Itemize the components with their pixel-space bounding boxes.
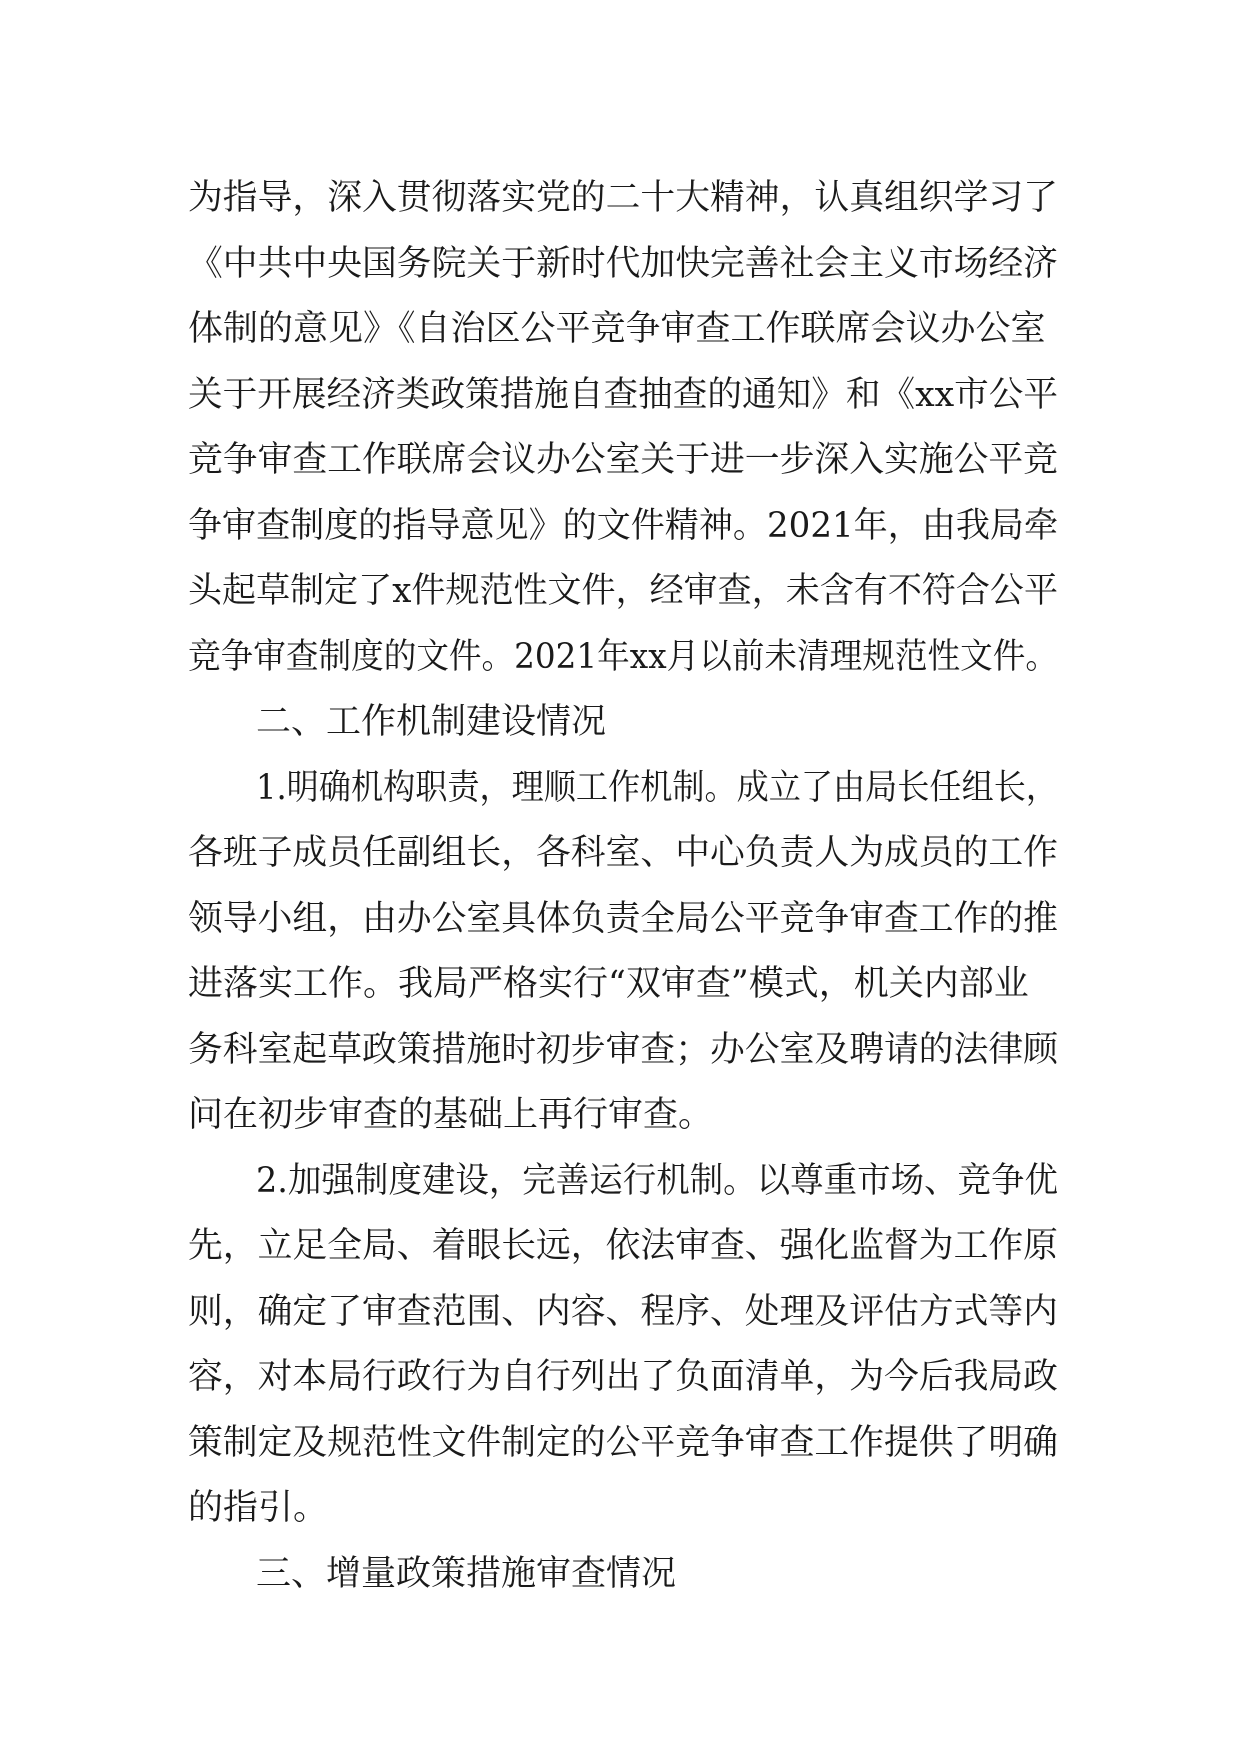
text-line: 头起草制定了x件规范性文件，经审查，未含有不符合公平 — [188, 571, 1058, 611]
text-line: 二、工作机制建设情况 — [256, 702, 607, 742]
document-body — [188, 166, 1058, 1607]
text-line: 为指导，深入贯彻落实党的二十大精神，认真组织学习了 — [188, 178, 1058, 218]
text-line: 三、增量政策措施审查情况 — [256, 1553, 677, 1594]
text-line: 的指引。 — [188, 1488, 329, 1528]
text-line: 争审查制度的指导意见》的文件精神。2021年，由我局牵 — [188, 505, 1058, 546]
text-line: 问在初步审查的基础上再行审查。 — [188, 1095, 714, 1135]
text-line: 1.明确机构职责，理顺工作机制。成立了由局长任组长， — [256, 767, 1058, 808]
text-line: 2.加强制度建设，完善运行机制。以尊重市场、竞争优 — [256, 1160, 1058, 1201]
text-line: 容，对本局行政行为自行列出了负面清单，为今后我局政 — [188, 1357, 1058, 1397]
text-line: 策制定及规范性文件制定的公平竞争审查工作提供了明确 — [188, 1422, 1058, 1463]
text-line: 竞争审查制度的文件。2021年xx月以前未清理规范性文件。 — [188, 636, 1058, 677]
text-line: 领导小组，由办公室具体负责全局公平竞争审查工作的推 — [188, 898, 1058, 939]
text-line: 各班子成员任副组长，各科室、中心负责人为成员的工作 — [188, 833, 1058, 873]
text-line: 竞争审查工作联席会议办公室关于进一步深入实施公平竞 — [188, 440, 1058, 480]
text-line: 关于开展经济类政策措施自查抽查的通知》和《xx市公平 — [188, 374, 1058, 415]
text-line: 体制的意见》《自治区公平竞争审查工作联席会议办公室 — [188, 309, 1046, 349]
text-line: 务科室起草政策措施时初步审查；办公室及聘请的法律顾 — [188, 1029, 1058, 1070]
text-line: 进落实工作。我局严格实行“双审查”模式，机关内部业 — [188, 964, 1029, 1004]
text-line: 则，确定了审查范围、内容、程序、处理及评估方式等内 — [188, 1291, 1058, 1332]
text-line: 《中共中央国务院关于新时代加快完善社会主义市场经济 — [188, 243, 1058, 284]
text-line: 先，立足全局、着眼长远，依法审查、强化监督为工作原 — [188, 1226, 1058, 1266]
